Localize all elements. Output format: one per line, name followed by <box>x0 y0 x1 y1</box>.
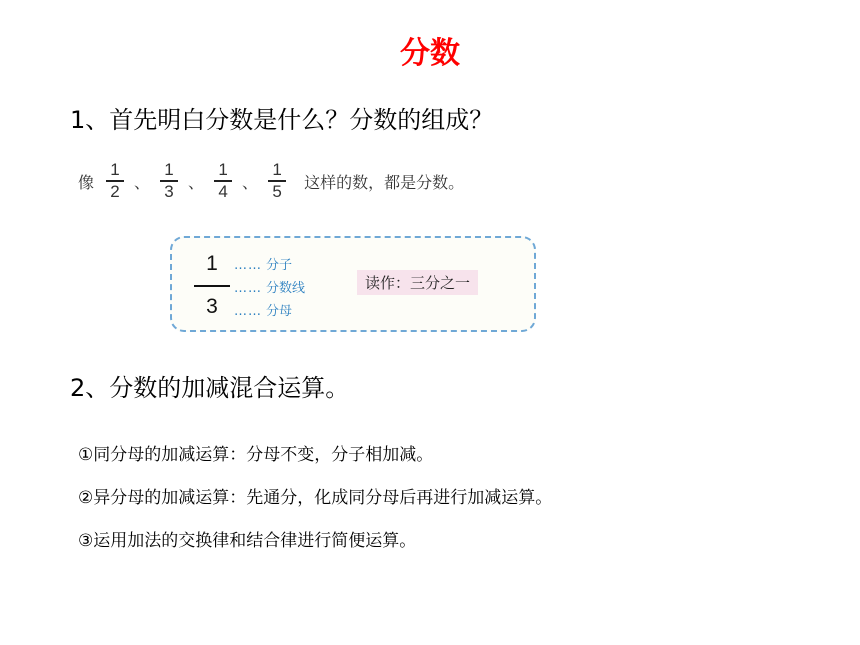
fraction-one-third <box>158 161 180 201</box>
page-title: 分数 <box>400 36 460 71</box>
numerator: 1 <box>218 160 228 179</box>
reading-label: 读作：三分之一 <box>357 270 478 295</box>
leader-dots: …… <box>234 304 262 319</box>
section-1-heading: 1、首先明白分数是什么？分数的组成？ <box>70 106 494 134</box>
example-lead: 像 <box>78 172 95 192</box>
denominator: 4 <box>218 182 228 201</box>
label-denominator <box>234 300 292 319</box>
denominator: 3 <box>206 295 218 318</box>
numerator: 1 <box>272 160 282 179</box>
label-numerator-text: 分子 <box>266 258 293 273</box>
separator: 、 <box>188 172 205 192</box>
rule-item: ③运用加法的交换律和结合律进行简便运算。 <box>78 531 417 551</box>
numerator: 1 <box>206 252 218 275</box>
fraction-one-fifth <box>266 161 288 201</box>
denominator: 5 <box>272 182 282 201</box>
fraction-examples <box>78 158 464 204</box>
fraction-line <box>194 285 230 287</box>
label-fraction-line-text: 分数线 <box>266 281 306 296</box>
rule-item: ②异分母的加减运算：先通分，化成同分母后再进行加减运算。 <box>78 488 553 508</box>
label-numerator <box>234 254 292 273</box>
leader-dots: …… <box>234 281 262 296</box>
fraction-one-half <box>104 161 126 201</box>
fraction-one-fourth <box>212 161 234 201</box>
denominator: 3 <box>164 182 174 201</box>
label-fraction-line <box>234 277 305 296</box>
numerator: 1 <box>164 160 174 179</box>
label-denominator-text: 分母 <box>266 304 293 319</box>
example-tail: 这样的数，都是分数。 <box>304 172 465 192</box>
leader-dots: …… <box>234 258 262 273</box>
numerator: 1 <box>110 160 120 179</box>
separator: 、 <box>134 172 151 192</box>
separator: 、 <box>242 172 259 192</box>
section-2-heading: 2、分数的加减混合运算。 <box>70 374 350 402</box>
denominator: 2 <box>110 182 120 201</box>
fraction-parts-diagram <box>170 236 536 332</box>
rule-item: ①同分母的加减运算：分母不变，分子相加减。 <box>78 445 434 465</box>
